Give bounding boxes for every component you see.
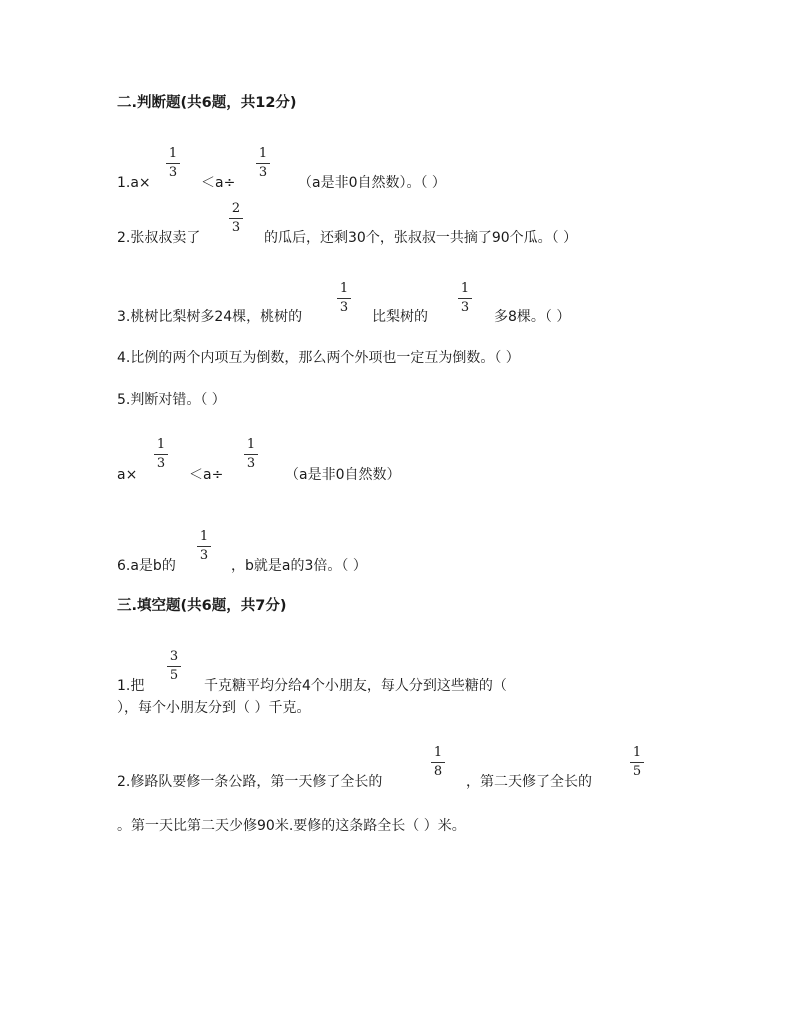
fraction-bar xyxy=(154,454,168,455)
q3-text-middle: 比梨树的 xyxy=(372,309,428,325)
q3-text-start: 3.桃树比梨树多24棵，桃树的 xyxy=(117,309,303,325)
fraction-q3-second xyxy=(457,282,473,315)
fraction-numerator: 1 xyxy=(339,281,349,296)
fraction-numerator: 1 xyxy=(246,437,256,452)
fraction-bar xyxy=(431,762,445,763)
s3-q1-text-end: ），每个小朋友分到（ ）千克。 xyxy=(117,700,311,716)
fraction-denominator: 3 xyxy=(339,300,349,315)
q6-text-start: 6.a是b的 xyxy=(117,558,176,574)
q6-text-end: ，b就是a的3倍。（ ） xyxy=(231,558,367,574)
q2-text-start: 2.张叔叔卖了 xyxy=(117,230,201,246)
fraction-bar xyxy=(244,454,258,455)
fraction-bar xyxy=(167,666,181,667)
fraction-numerator: 1 xyxy=(632,745,642,760)
fraction-denominator: 3 xyxy=(156,456,166,471)
fraction-q1-second xyxy=(255,147,271,180)
fraction-denominator: 3 xyxy=(460,300,470,315)
s3-q2-text-end: 。第一天比第二天少修90米.要修的这条路全长（ ）米。 xyxy=(117,818,466,834)
fraction-denominator: 3 xyxy=(168,165,178,180)
fraction-numerator: 1 xyxy=(433,745,443,760)
fraction-q5-first xyxy=(153,438,169,471)
fraction-denominator: 8 xyxy=(433,764,443,779)
s3-q1-text-start: 1.把 xyxy=(117,678,145,694)
fraction-bar xyxy=(197,546,211,547)
q1-text-start: 1.a× xyxy=(117,175,151,191)
fraction-denominator: 3 xyxy=(258,165,268,180)
fraction-q1-first xyxy=(165,147,181,180)
q5-expr-end: （a是非0自然数） xyxy=(285,467,401,483)
fraction-bar xyxy=(166,163,180,164)
fraction-bar xyxy=(256,163,270,164)
fraction-bar xyxy=(337,298,351,299)
fraction-q5-second xyxy=(243,438,259,471)
q4-text: 4.比例的两个内项互为倒数，那么两个外项也一定互为倒数。（ ） xyxy=(117,350,520,366)
q5-text: 5.判断对错。（ ） xyxy=(117,392,226,408)
section-2-heading: 二.判断题(共6题，共12分) xyxy=(117,95,297,111)
fraction-numerator: 1 xyxy=(258,146,268,161)
fraction-numerator: 1 xyxy=(199,529,209,544)
fraction-bar xyxy=(630,762,644,763)
fraction-denominator: 5 xyxy=(169,668,179,683)
fraction-denominator: 3 xyxy=(199,548,209,563)
fraction-numerator: 1 xyxy=(168,146,178,161)
q5-expr-middle: ＜a÷ xyxy=(189,467,224,483)
fraction-s3-q1 xyxy=(166,650,182,683)
fraction-numerator: 2 xyxy=(231,201,241,216)
fraction-denominator: 3 xyxy=(246,456,256,471)
fraction-s3-q2-first xyxy=(430,746,446,779)
fraction-s3-q2-second xyxy=(629,746,645,779)
fraction-bar xyxy=(458,298,472,299)
fraction-q6 xyxy=(196,530,212,563)
q5-expr-start: a× xyxy=(117,467,138,483)
fraction-q2 xyxy=(228,202,244,235)
s3-q2-text-start: 2.修路队要修一条公路，第一天修了全长的 xyxy=(117,774,383,790)
s3-q1-text-middle: 千克糖平均分给4个小朋友，每人分到这些糖的（ xyxy=(204,678,507,694)
s3-q2-text-middle: ，第二天修了全长的 xyxy=(466,774,592,790)
q1-text-end: （a是非0自然数）。（ ） xyxy=(298,175,446,191)
fraction-numerator: 1 xyxy=(156,437,166,452)
fraction-denominator: 3 xyxy=(231,220,241,235)
q1-text-middle: ＜a÷ xyxy=(201,175,236,191)
fraction-denominator: 5 xyxy=(632,764,642,779)
fraction-bar xyxy=(229,218,243,219)
q2-text-end: 的瓜后，还剩30个，张叔叔一共摘了90个瓜。（ ） xyxy=(264,230,578,246)
q3-text-end: 多8棵。（ ） xyxy=(494,309,571,325)
fraction-numerator: 1 xyxy=(460,281,470,296)
fraction-numerator: 3 xyxy=(169,649,179,664)
fraction-q3-first xyxy=(336,282,352,315)
section-3-heading: 三.填空题(共6题，共7分) xyxy=(117,598,287,614)
